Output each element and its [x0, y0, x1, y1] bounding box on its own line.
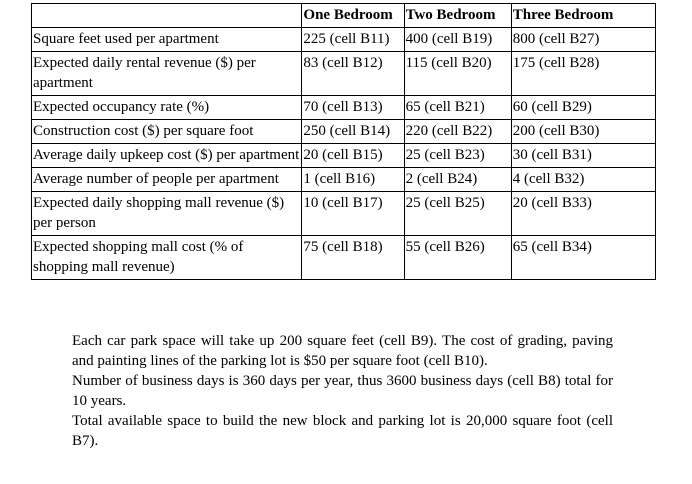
- row-label: Average daily upkeep cost ($) per apartment: [32, 144, 302, 168]
- row-label: Expected occupancy rate (%): [32, 96, 302, 120]
- table-row: [32, 168, 656, 192]
- table-cell: 1 (cell B16): [302, 168, 404, 192]
- table-cell: 20 (cell B33): [511, 192, 655, 236]
- table-cell: 400 (cell B19): [404, 28, 511, 52]
- table-row: [32, 52, 656, 96]
- table-cell: 65 (cell B21): [404, 96, 511, 120]
- table-cell: 4 (cell B32): [511, 168, 655, 192]
- notes-section: [72, 331, 613, 451]
- table-cell: 83 (cell B12): [302, 52, 404, 96]
- table-cell: 10 (cell B17): [302, 192, 404, 236]
- row-label: Construction cost ($) per square foot: [32, 120, 302, 144]
- table-cell: 225 (cell B11): [302, 28, 404, 52]
- table-header-row: [32, 4, 656, 28]
- table-row: [32, 28, 656, 52]
- table-cell: 25 (cell B25): [404, 192, 511, 236]
- table-cell: 2 (cell B24): [404, 168, 511, 192]
- table-cell: 70 (cell B13): [302, 96, 404, 120]
- table-row: [32, 236, 656, 280]
- row-label: Expected shopping mall cost (% of shopping mall revenue): [32, 236, 302, 280]
- table-row: [32, 192, 656, 236]
- header-cell-three-bedroom: Three Bedroom: [511, 4, 655, 28]
- table-cell: 65 (cell B34): [511, 236, 655, 280]
- table-cell: 55 (cell B26): [404, 236, 511, 280]
- row-label: Average number of people per apartment: [32, 168, 302, 192]
- table-row: [32, 144, 656, 168]
- row-label: Expected daily shopping mall revenue ($) per person: [32, 192, 302, 236]
- note-paragraph-business-days: Number of business days is 360 days per year, thus 3600 business days (cell B8) total for 10 years.: [72, 373, 613, 409]
- note-paragraph-car-park: Each car park space will take up 200 square feet (cell B9). The cost of grading, paving and painting lines of the parking lot is $50 per square foot (cell B10).: [72, 333, 613, 369]
- row-label: Square feet used per apartment: [32, 28, 302, 52]
- table-cell: 25 (cell B23): [404, 144, 511, 168]
- header-cell-blank: [32, 4, 302, 28]
- table-cell: 115 (cell B20): [404, 52, 511, 96]
- header-cell-one-bedroom: One Bedroom: [302, 4, 404, 28]
- table-cell: 220 (cell B22): [404, 120, 511, 144]
- table-cell: 175 (cell B28): [511, 52, 655, 96]
- table-cell: 20 (cell B15): [302, 144, 404, 168]
- note-paragraph-available-space: Total available space to build the new block and parking lot is 20,000 square foot (cell B7).: [72, 413, 613, 449]
- header-cell-two-bedroom: Two Bedroom: [404, 4, 511, 28]
- table-row: [32, 120, 656, 144]
- table-cell: 60 (cell B29): [511, 96, 655, 120]
- row-label: Expected daily rental revenue ($) per apartment: [32, 52, 302, 96]
- table-cell: 250 (cell B14): [302, 120, 404, 144]
- table-cell: 75 (cell B18): [302, 236, 404, 280]
- table-cell: 30 (cell B31): [511, 144, 655, 168]
- table-row: [32, 96, 656, 120]
- table-cell: 200 (cell B30): [511, 120, 655, 144]
- apartment-parameters-table: [31, 3, 656, 280]
- table-cell: 800 (cell B27): [511, 28, 655, 52]
